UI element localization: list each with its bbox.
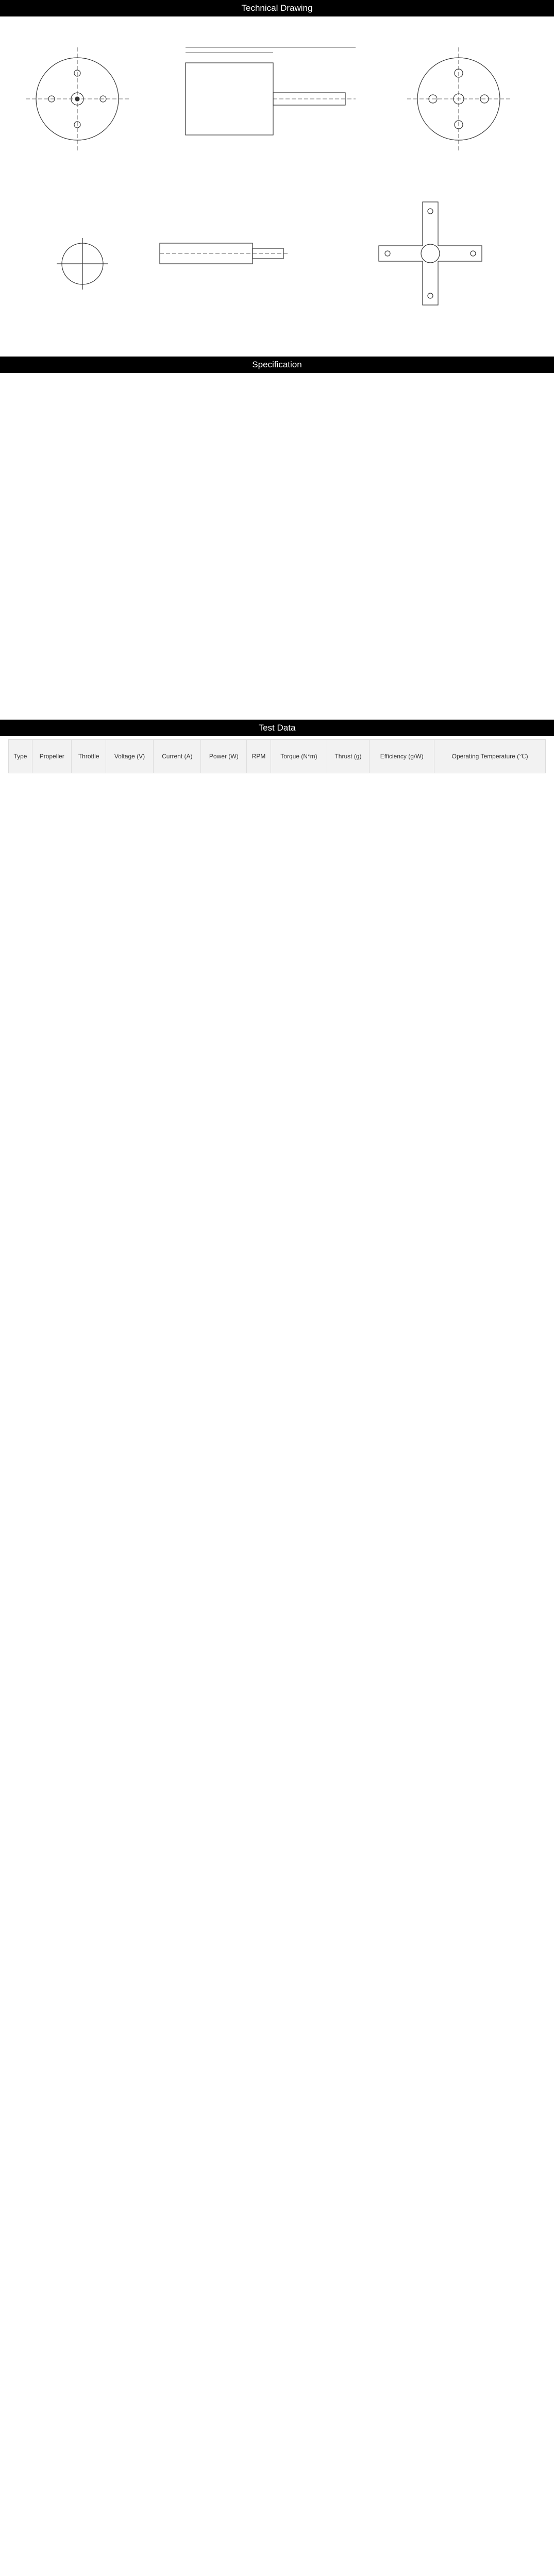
x-mount-left-view	[57, 238, 108, 290]
x-mount-right-view	[379, 202, 482, 305]
section-title: Specification	[252, 360, 302, 369]
section-header-specification	[0, 357, 554, 373]
column-header: Type	[9, 740, 32, 773]
section-title: Test Data	[258, 723, 296, 733]
technical-drawing-svg	[0, 16, 554, 357]
column-header: Throttle	[72, 740, 106, 773]
column-header: Voltage (V)	[106, 740, 153, 773]
column-header: Torque (N*m)	[271, 740, 327, 773]
section-header-technical-drawing	[0, 0, 554, 16]
motor-front-view	[26, 47, 129, 150]
test-data-table	[8, 739, 546, 773]
column-header: Current (A)	[154, 740, 201, 773]
column-header: RPM	[247, 740, 271, 773]
specification-area	[0, 373, 554, 720]
motor-side-view	[186, 47, 356, 135]
column-header: Power (W)	[201, 740, 247, 773]
technical-drawing	[0, 16, 554, 357]
motor-rear-view	[407, 47, 510, 150]
test-data-header-row	[9, 740, 546, 773]
section-title: Technical Drawing	[241, 3, 313, 13]
test-data-area	[0, 739, 554, 2576]
prop-adapter-side-view	[160, 243, 289, 264]
column-header: Thrust (g)	[327, 740, 369, 773]
column-header: Propeller	[32, 740, 72, 773]
column-header: Operating Temperature (℃)	[434, 740, 546, 773]
section-header-test-data	[0, 720, 554, 736]
column-header: Efficiency (g/W)	[370, 740, 434, 773]
